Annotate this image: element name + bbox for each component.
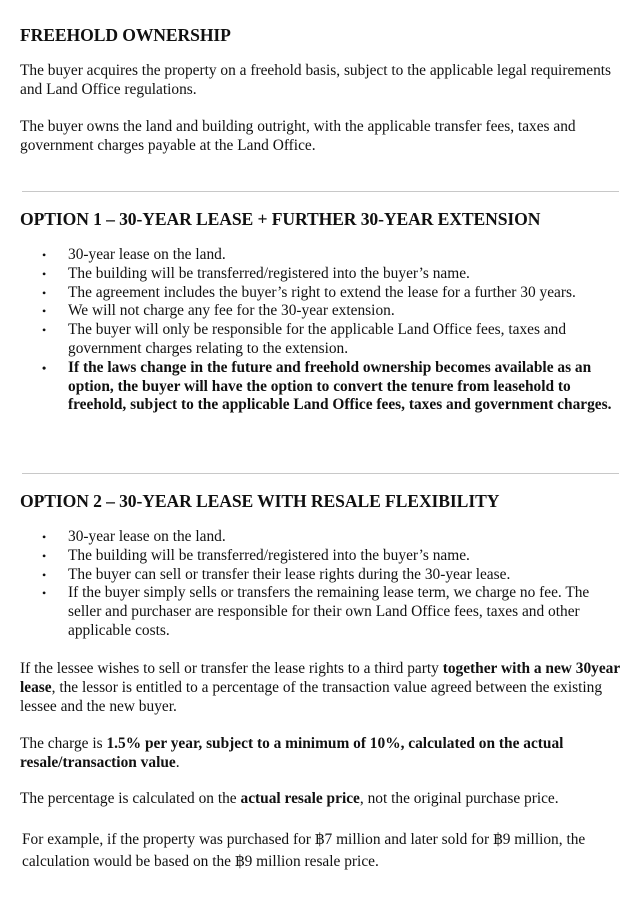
bullet-icon: • <box>42 586 47 601</box>
transfer-paragraph: If the lessee wishes to sell or transfer the lease rights to a third party together with a new 30year lease, the lessor is entitled to a percentage of the transaction value agreed between the existing lessee and the new buyer. <box>20 660 620 715</box>
list-item: • The building will be transferred/registered into the buyer’s name. <box>42 546 470 564</box>
freehold-section <box>20 24 622 46</box>
list-item: • 30-year lease on the land. <box>42 246 226 263</box>
list-item: • The buyer can sell or transfer their lease rights during the 30-year lease. <box>42 565 511 583</box>
bullet-icon: • <box>42 548 47 563</box>
option2-section <box>20 490 622 512</box>
freehold-para-1 <box>20 62 622 100</box>
list-item: • The building will be transferred/registered into the buyer’s name. <box>42 264 470 282</box>
option2-heading: OPTION 2 – 30-YEAR LEASE WITH RESALE FLEXIBILITY <box>20 491 500 511</box>
option2-example-para <box>22 829 622 873</box>
option1-bullet-list <box>20 246 620 415</box>
freehold-paragraph-2: The buyer owns the land and building outright, with the applicable transfer fees, taxes and government charges payable at the Land Office. <box>20 118 576 154</box>
bullet-icon: • <box>42 567 47 582</box>
bullet-icon: • <box>42 530 47 544</box>
bullet-icon: • <box>42 266 47 281</box>
option2-percentage-para <box>20 790 622 809</box>
list-item: • 30-year lease on the land. <box>42 528 226 545</box>
option1-section <box>20 208 622 230</box>
list-item: • We will not charge any fee for the 30-year extension. <box>42 302 395 320</box>
freehold-para-2 <box>20 118 622 156</box>
bullet-icon: • <box>42 304 47 319</box>
bullet-icon: • <box>42 248 47 262</box>
list-item: • The agreement includes the buyer’s right to extend the lease for a further 30 years. <box>42 283 576 301</box>
list-item: • The buyer will only be responsible for the applicable Land Office fees, taxes and government charges relating to the extension. <box>42 321 567 357</box>
bullet-icon: • <box>42 360 47 375</box>
freehold-heading: FREEHOLD OWNERSHIP <box>20 25 231 45</box>
bullet-icon: • <box>42 285 47 300</box>
example-paragraph: For example, if the property was purchased for ฿7 million and later sold for ฿9 million, the calculation would be based on the ฿9 million resale price. <box>22 831 586 870</box>
list-item: • If the buyer simply sells or transfers the remaining lease term, we charge no fee. The seller and purchaser are responsible for their own Land Office fees, taxes and other applicable costs. <box>42 584 590 639</box>
list-item: • If the laws change in the future and freehold ownership becomes available as an option, the buyer will have the option to convert the tenure from leasehold to freehold, subject to the applicable Land Office fees, taxes and government charges. <box>42 358 612 414</box>
option1-heading: OPTION 1 – 30-YEAR LEASE + FURTHER 30-YEAR EXTENSION <box>20 209 541 229</box>
percentage-paragraph: The percentage is calculated on the actual resale price, not the original purchase price. <box>20 790 559 807</box>
section-divider <box>22 473 619 474</box>
option2-bullet-list <box>20 528 620 641</box>
option2-charge-para <box>20 735 622 773</box>
charge-paragraph: The charge is 1.5% per year, subject to a minimum of 10%, calculated on the actual resale/transaction value. <box>20 735 564 771</box>
section-divider <box>22 191 619 192</box>
freehold-paragraph-1: The buyer acquires the property on a freehold basis, subject to the applicable legal requirements and Land Office regulations. <box>20 62 612 98</box>
option2-transfer-para <box>20 660 622 716</box>
bullet-icon: • <box>42 323 47 338</box>
